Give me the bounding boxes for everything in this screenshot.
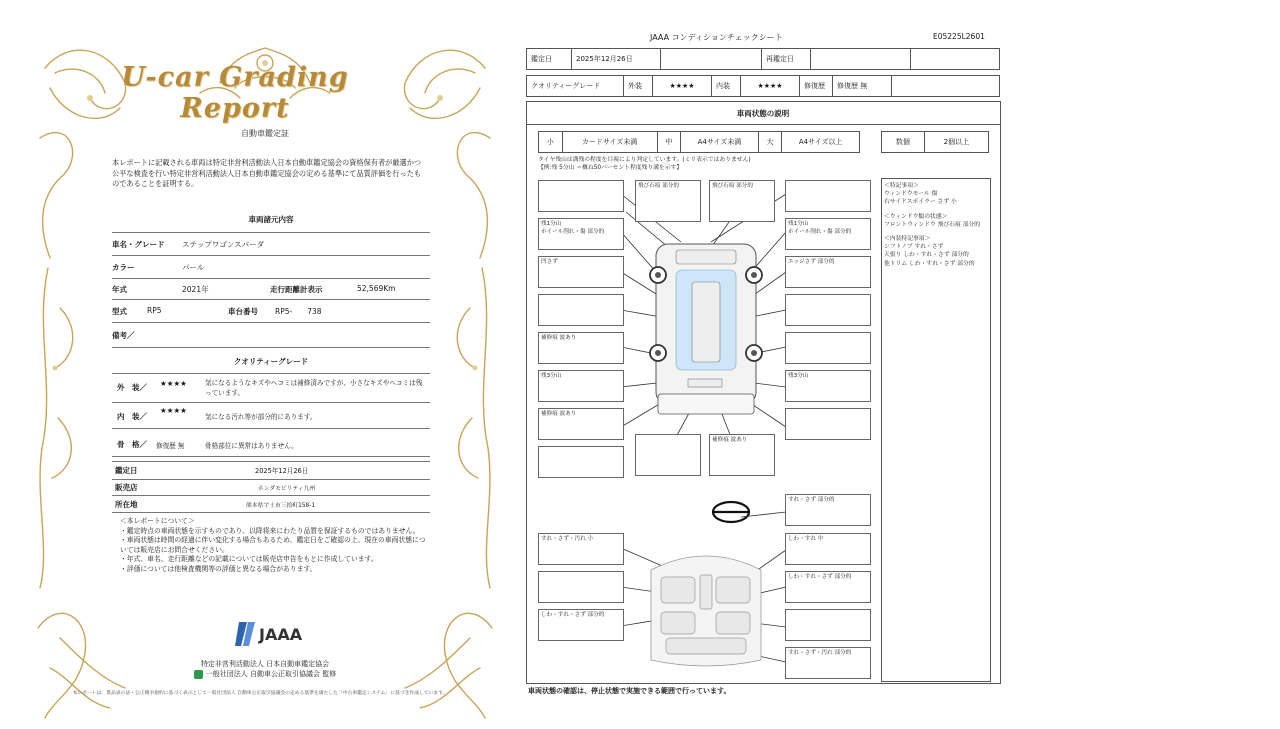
frame-grade-value: 修復歴 無: [156, 442, 185, 450]
note-box: しわ・すれ・さず 部分的: [538, 609, 624, 641]
jaaa-emblem-icon: [235, 620, 257, 648]
divider: [112, 299, 430, 300]
window-title: ＜ウィンドウ類の状態＞: [884, 213, 948, 220]
empty-cell: [911, 49, 1000, 70]
interior-item: シフトノブ すれ・さず: [884, 244, 944, 251]
appraisal-date-value: 2025年12月26日: [572, 49, 661, 70]
mileage-value: 52,569Km: [357, 284, 396, 293]
divider: [112, 373, 430, 374]
note-box: すれ・さず・汚れ 部分的: [785, 647, 871, 679]
divider: [112, 322, 430, 323]
note-box: [785, 408, 871, 440]
note-box: エッジさず 部分的: [785, 256, 871, 288]
note-box: しわ・すれ 中: [785, 533, 871, 565]
note-box: 飛び石痕 部分的: [709, 180, 775, 222]
interior-title: ＜内装特記事項＞: [884, 236, 931, 243]
color-label: カラー: [112, 263, 135, 272]
notes: [120, 517, 430, 574]
date-label: 鑑定日: [115, 466, 138, 475]
note-box: 残3分山: [538, 370, 624, 402]
exterior-grade-label: 外 装／: [117, 383, 147, 392]
report-title: U-car Grading Report: [121, 62, 349, 124]
name-value: ステップワゴンスパーダ: [182, 240, 265, 249]
note-box: [635, 434, 701, 476]
size-legend: [538, 131, 860, 153]
model-label: 型式: [112, 307, 127, 316]
divider: [112, 402, 430, 403]
color-value: パール: [182, 263, 205, 272]
chassis-label: 車台番号: [228, 307, 258, 316]
intro-text: 本レポートに記載される車両は特定非営利活動法人日本自動車鑑定協会の資格保有者が厳選かつ公平な検査を行い特定非営利活動法人日本自動車鑑定協会の定める基準にて品質評価を行ったものであることを証明する。: [112, 158, 422, 188]
divider: [112, 479, 430, 480]
note-box: しわ・すれ・さず 部分的: [785, 571, 871, 603]
date-value: 2025年12月26日: [255, 467, 309, 475]
size-large-desc: A4サイズ以上: [782, 132, 860, 153]
header-row-2: [526, 75, 1000, 97]
repair-history-label: 修復歴: [800, 76, 833, 97]
sheet-code: E05225L2601: [933, 32, 985, 41]
fine-print: 本レポートは、景品表示法・公正競争規約に基づく表示として一般社団法人 自動車公正取引協議会の定める基準を満たした「中古車鑑定システム」に基づき作成しています。: [72, 691, 448, 696]
spec-section-title: 車両諸元内容: [248, 215, 294, 224]
size-small-desc: カードサイズ未満: [562, 132, 657, 153]
note-box: [538, 571, 624, 603]
divider: [112, 347, 430, 348]
note-box: 残3分山: [785, 370, 871, 402]
note-box: [785, 180, 871, 212]
repair-history-value: 修復歴 無: [833, 76, 892, 97]
note-box: 残1分山 ホイール削れ・傷 部分的: [785, 218, 871, 250]
issuer-1: 特定非営利活動法人 日本自動車鑑定協会: [200, 660, 330, 668]
size-medium: 中: [657, 132, 681, 153]
interior-item: 他トリム しわ・すれ・さず 部分的: [884, 260, 975, 267]
tire-note-1: タイヤ残山は溝残の程度を目視により判定しています。(ミリ表示ではありません): [538, 157, 751, 163]
tire-note-2: 【例:残 5分山 ＝概ね50パーセント程度残り溝を示す】: [538, 165, 683, 171]
frame-grade-label: 骨 格／: [117, 440, 147, 449]
note-box: [538, 294, 624, 326]
note-item: ・鑑定時点の車両状態を示すものであり、以降将来にわたり品質を保証するものではありません。: [120, 526, 420, 535]
divider: [112, 456, 430, 457]
note-box: 凹さず: [538, 256, 624, 288]
year-value: 2021年: [182, 285, 209, 294]
divider: [112, 461, 430, 462]
count-desc: 2個以上: [924, 132, 988, 153]
note-item: ・評価については他検査機関等の評価と異なる場合があります。: [120, 564, 317, 573]
count-label: 数個: [882, 132, 925, 153]
special-item: 右サイドスポイラー さず 小: [884, 199, 957, 206]
sheet-title: JAAA コンディションチェックシート: [650, 33, 783, 42]
divider: [526, 124, 1000, 125]
note-item: ・車両状態は時間の経過に伴い変化する場合もあるため、鑑定日をご確認の上、現在の車両状態については販売店にお問合せください。: [120, 536, 426, 554]
divider: [112, 232, 430, 233]
dealer-value: ホンダモビリティ九州: [258, 486, 316, 492]
size-medium-desc: A4サイズ未満: [681, 132, 759, 153]
exterior-grade-stars: ★★★★: [160, 379, 187, 388]
section-title: 車両状態の説明: [736, 109, 790, 118]
notes-title: ＜本レポートについて＞: [120, 517, 195, 525]
empty-cell: [892, 76, 1000, 97]
divider: [112, 495, 430, 496]
sheet-footer: 車両状態の確認は、停止状態で実施できる範囲で行っています。: [528, 687, 731, 695]
note-item: ・年式、車名、走行距離などの記載については販売店申告をもとに作成しています。: [120, 555, 378, 563]
divider: [112, 255, 430, 256]
special-notes: [884, 182, 988, 268]
certificate-title: 自動車鑑定証: [241, 129, 289, 138]
remarks-label: 備考／: [112, 331, 135, 340]
note-box: 補修痕 波あり: [538, 332, 624, 364]
interior-grade-stars: ★★★★: [160, 406, 187, 415]
empty-cell: [661, 49, 762, 70]
note-box: [538, 446, 624, 478]
note-box: 補修痕 波あり: [709, 434, 775, 476]
appraisal-date-label: 鑑定日: [527, 49, 572, 70]
address-label: 所在地: [115, 500, 138, 509]
quality-grade-label: クオリティーグレード: [527, 76, 624, 97]
interior-item: 天張り しわ・すれ・さず 部分的: [884, 252, 969, 259]
interior-stars: ★★★★: [741, 76, 800, 97]
note-box: [785, 609, 871, 641]
jaaa-logo: [235, 620, 315, 650]
year-label: 年式: [112, 285, 127, 294]
issuer-2-row: [30, 669, 500, 679]
model-value: RP5: [147, 306, 162, 315]
exterior-grade-desc: 気になるようなキズやヘコミは補修済みですが、小さなキズやヘコミは残っています。: [205, 379, 423, 397]
window-item: フロントウィンドウ 飛び石痕 部分的: [884, 221, 981, 228]
header-row-1: [526, 48, 1000, 70]
interior-label: 内装: [712, 76, 741, 97]
size-large: 大: [758, 132, 782, 153]
mileage-label: 走行距離計表示: [270, 285, 323, 294]
jaaa-logo-text: JAAA: [259, 625, 303, 644]
divider: [112, 428, 430, 429]
quality-section-title: クオリティーグレード: [233, 357, 309, 366]
special-title: ＜特記事項＞: [884, 183, 919, 189]
note-box: 残1分山 ホイール削れ・傷 部分的: [538, 218, 624, 250]
address-value: 熊本県宇土市三拾町158-1: [246, 503, 316, 509]
exterior-stars: ★★★★: [653, 76, 712, 97]
auto-fair-trade-icon: [194, 670, 203, 679]
exterior-label: 外装: [624, 76, 653, 97]
reappraisal-value: [811, 49, 911, 70]
steering-wheel-icon: [713, 502, 749, 522]
dealer-label: 販売店: [115, 483, 138, 492]
note-box: 飛び石痕 部分的: [635, 180, 701, 222]
reappraisal-label: 再鑑定日: [762, 49, 811, 70]
interior-grade-label: 内 装／: [117, 412, 147, 421]
frame-grade-desc: 骨格部位に異常はありません。: [205, 442, 298, 450]
name-label: 車名・グレード: [112, 240, 165, 249]
divider: [112, 512, 430, 513]
note-box: [785, 294, 871, 326]
note-box: [785, 332, 871, 364]
issuer-2: 一般社団法人 自動車公正取引協議会 監修: [205, 670, 337, 678]
note-box: すれ・さず 部分的: [785, 494, 871, 526]
divider: [112, 278, 430, 279]
count-legend: [881, 131, 989, 153]
special-item: ウィンドウモール 傷: [884, 191, 938, 198]
note-box: すれ・さず・汚れ 小: [538, 533, 624, 565]
chassis-value: RP5- 738: [275, 307, 322, 316]
interior-grade-desc: 気になる汚れ等が部分的にあります。: [205, 413, 317, 421]
size-small: 小: [539, 132, 563, 153]
note-box: 補修痕 波あり: [538, 408, 624, 440]
note-box: [538, 180, 624, 212]
